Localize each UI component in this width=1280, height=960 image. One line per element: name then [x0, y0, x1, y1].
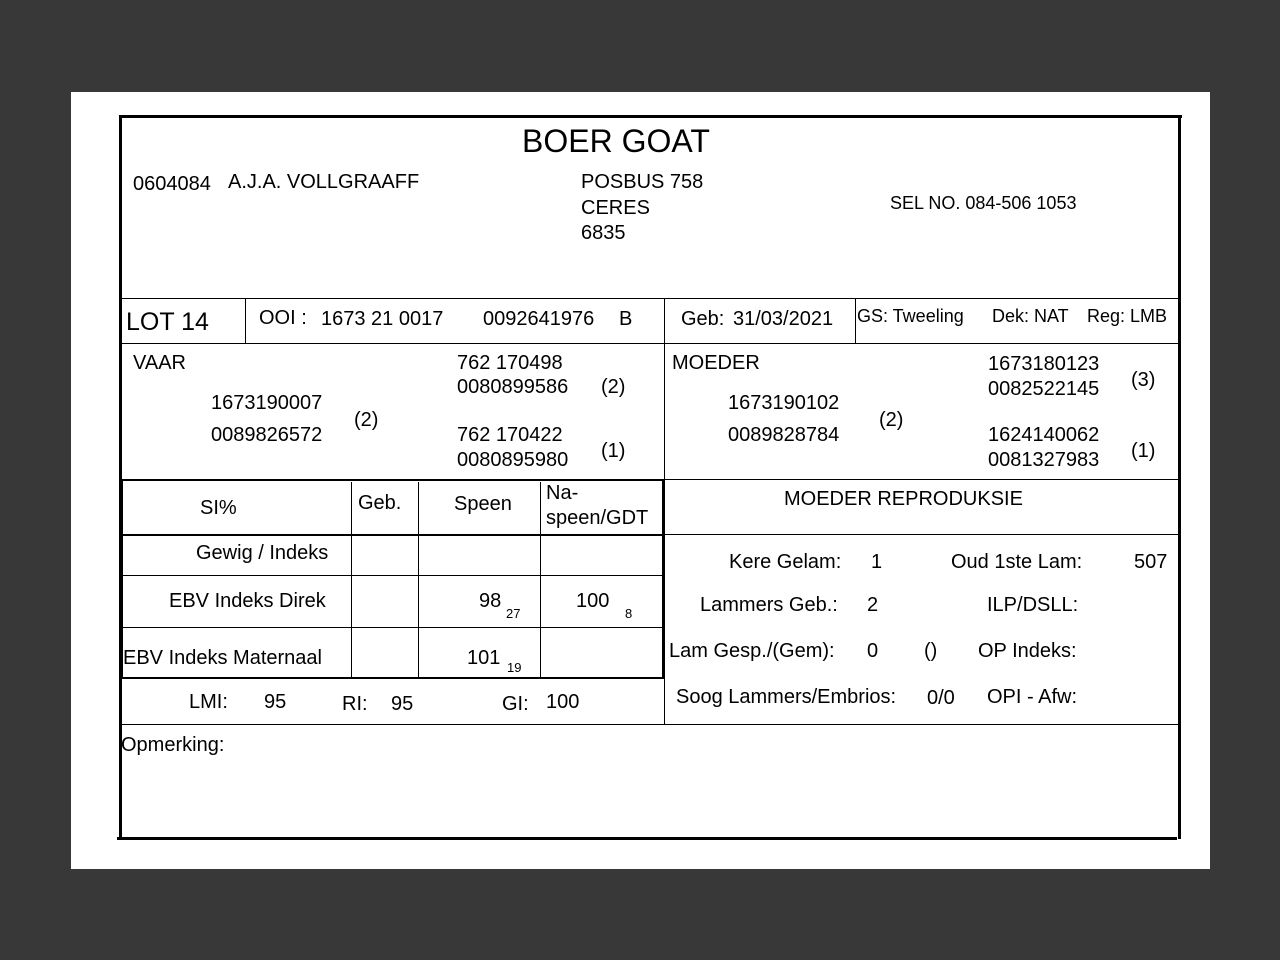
ooi-id: 0092641976 — [483, 308, 595, 330]
naspeen-header-line-1: Na- — [546, 482, 579, 504]
rule — [121, 627, 664, 628]
ooi-number: 1673 21 0017 — [321, 308, 444, 330]
rule — [121, 298, 1179, 299]
oud-1ste-lam-value: 507 — [1134, 551, 1168, 573]
rule — [418, 482, 419, 679]
geb-header: Geb. — [358, 492, 402, 514]
ebv-direk-speen-accuracy: 27 — [506, 606, 521, 621]
lam-gesp-gem-value: () — [924, 640, 938, 662]
maternal-granddam-id: 0081327983 — [988, 449, 1100, 471]
rule — [121, 677, 664, 679]
maternal-granddam-number: 1624140062 — [988, 424, 1100, 446]
ebv-maternaal-speen: 101 — [467, 647, 501, 669]
gi-label: GI: — [502, 693, 529, 715]
si-header: SI% — [200, 497, 237, 519]
ooi-label: OOI : — [259, 307, 307, 329]
maternal-grandsire-grade: (3) — [1131, 369, 1156, 391]
border-bottom — [117, 837, 1177, 840]
sire-label: VAAR — [133, 352, 186, 374]
lam-gesp-value: 0 — [867, 640, 879, 662]
dam-number: 1673190102 — [728, 392, 840, 414]
oud-1ste-lam-label: Oud 1ste Lam: — [951, 551, 1083, 573]
ri-value: 95 — [391, 693, 414, 715]
geb-date: 31/03/2021 — [733, 308, 834, 330]
paternal-grandsire-number: 762 170498 — [457, 352, 563, 374]
ebv-direk-speen: 98 — [479, 590, 502, 612]
gs-field: GS: Tweeling — [857, 306, 964, 326]
maternal-grandsire-number: 1673180123 — [988, 353, 1100, 375]
soog-lammers-label: Soog Lammers/Embrios: — [676, 686, 897, 708]
ooi-grade: B — [619, 308, 633, 330]
dam-grade: (2) — [879, 409, 904, 431]
rule — [121, 534, 664, 536]
ebv-maternaal-label: EBV Indeks Maternaal — [123, 647, 322, 669]
address-line-3: 6835 — [581, 222, 626, 244]
paternal-granddam-grade: (1) — [601, 440, 626, 462]
paternal-grandsire-grade: (2) — [601, 376, 626, 398]
op-indeks-label: OP Indeks: — [978, 640, 1077, 662]
rule — [351, 482, 352, 679]
rule — [540, 482, 541, 679]
naspeen-header-line-2: speen/GDT — [546, 507, 649, 529]
address-line-1: POSBUS 758 — [581, 171, 704, 193]
rule — [245, 298, 246, 344]
breeder-name: A.J.A. VOLLGRAAFF — [228, 171, 420, 193]
reg-field: Reg: LMB — [1087, 306, 1168, 326]
dam-id: 0089828784 — [728, 424, 840, 446]
ebv-direk-naspeen-accuracy: 8 — [625, 606, 633, 621]
breeder-code: 0604084 — [133, 173, 211, 195]
rule — [664, 298, 665, 725]
gi-value: 100 — [546, 691, 580, 713]
opi-afw-label: OPI - Afw: — [987, 686, 1078, 708]
rule — [855, 298, 856, 344]
border-right — [1178, 116, 1181, 839]
reproduction-title: MOEDER REPRODUKSIE — [784, 488, 1023, 510]
dam-label: MOEDER — [672, 352, 760, 374]
rule — [662, 479, 664, 679]
maternal-grandsire-id: 0082522145 — [988, 378, 1100, 400]
speen-header: Speen — [454, 493, 512, 515]
kere-gelam-label: Kere Gelam: — [729, 551, 842, 573]
paternal-grandsire-id: 0080899586 — [457, 376, 569, 398]
rule — [121, 343, 1179, 344]
remarks-label: Opmerking: — [121, 734, 225, 756]
paternal-granddam-id: 0080895980 — [457, 449, 569, 471]
gewig-row-label: Gewig / Indeks — [196, 542, 329, 564]
ebv-maternaal-speen-accuracy: 19 — [507, 660, 522, 675]
ilp-dsll-label: ILP/DSLL: — [987, 594, 1079, 616]
ebv-direk-naspeen: 100 — [576, 590, 610, 612]
lam-gesp-label: Lam Gesp./(Gem): — [669, 640, 835, 662]
sire-id: 0089826572 — [211, 424, 323, 446]
rule — [121, 724, 1179, 725]
geb-label: Geb: — [681, 308, 725, 330]
rule — [664, 534, 1179, 535]
sire-number: 1673190007 — [211, 392, 323, 414]
lot-number: LOT 14 — [126, 308, 209, 336]
address-line-2: CERES — [581, 197, 650, 219]
card-title: BOER GOAT — [522, 123, 710, 159]
rule — [121, 575, 664, 576]
sel-number: SEL NO. 084-506 1053 — [890, 193, 1077, 213]
sire-grade: (2) — [354, 409, 379, 431]
ebv-direk-label: EBV Indeks Direk — [169, 590, 326, 612]
ri-label: RI: — [342, 693, 368, 715]
border-left — [119, 116, 122, 839]
kere-gelam-value: 1 — [871, 551, 883, 573]
dek-field: Dek: NAT — [992, 306, 1069, 326]
lammers-geb-value: 2 — [867, 594, 879, 616]
lammers-geb-label: Lammers Geb.: — [700, 594, 838, 616]
lmi-value: 95 — [264, 691, 287, 713]
paternal-granddam-number: 762 170422 — [457, 424, 563, 446]
border-top — [119, 115, 1182, 118]
maternal-granddam-grade: (1) — [1131, 440, 1156, 462]
soog-lammers-value: 0/0 — [927, 687, 955, 709]
rule — [121, 479, 664, 481]
rule — [664, 479, 1179, 480]
lmi-label: LMI: — [189, 691, 228, 713]
